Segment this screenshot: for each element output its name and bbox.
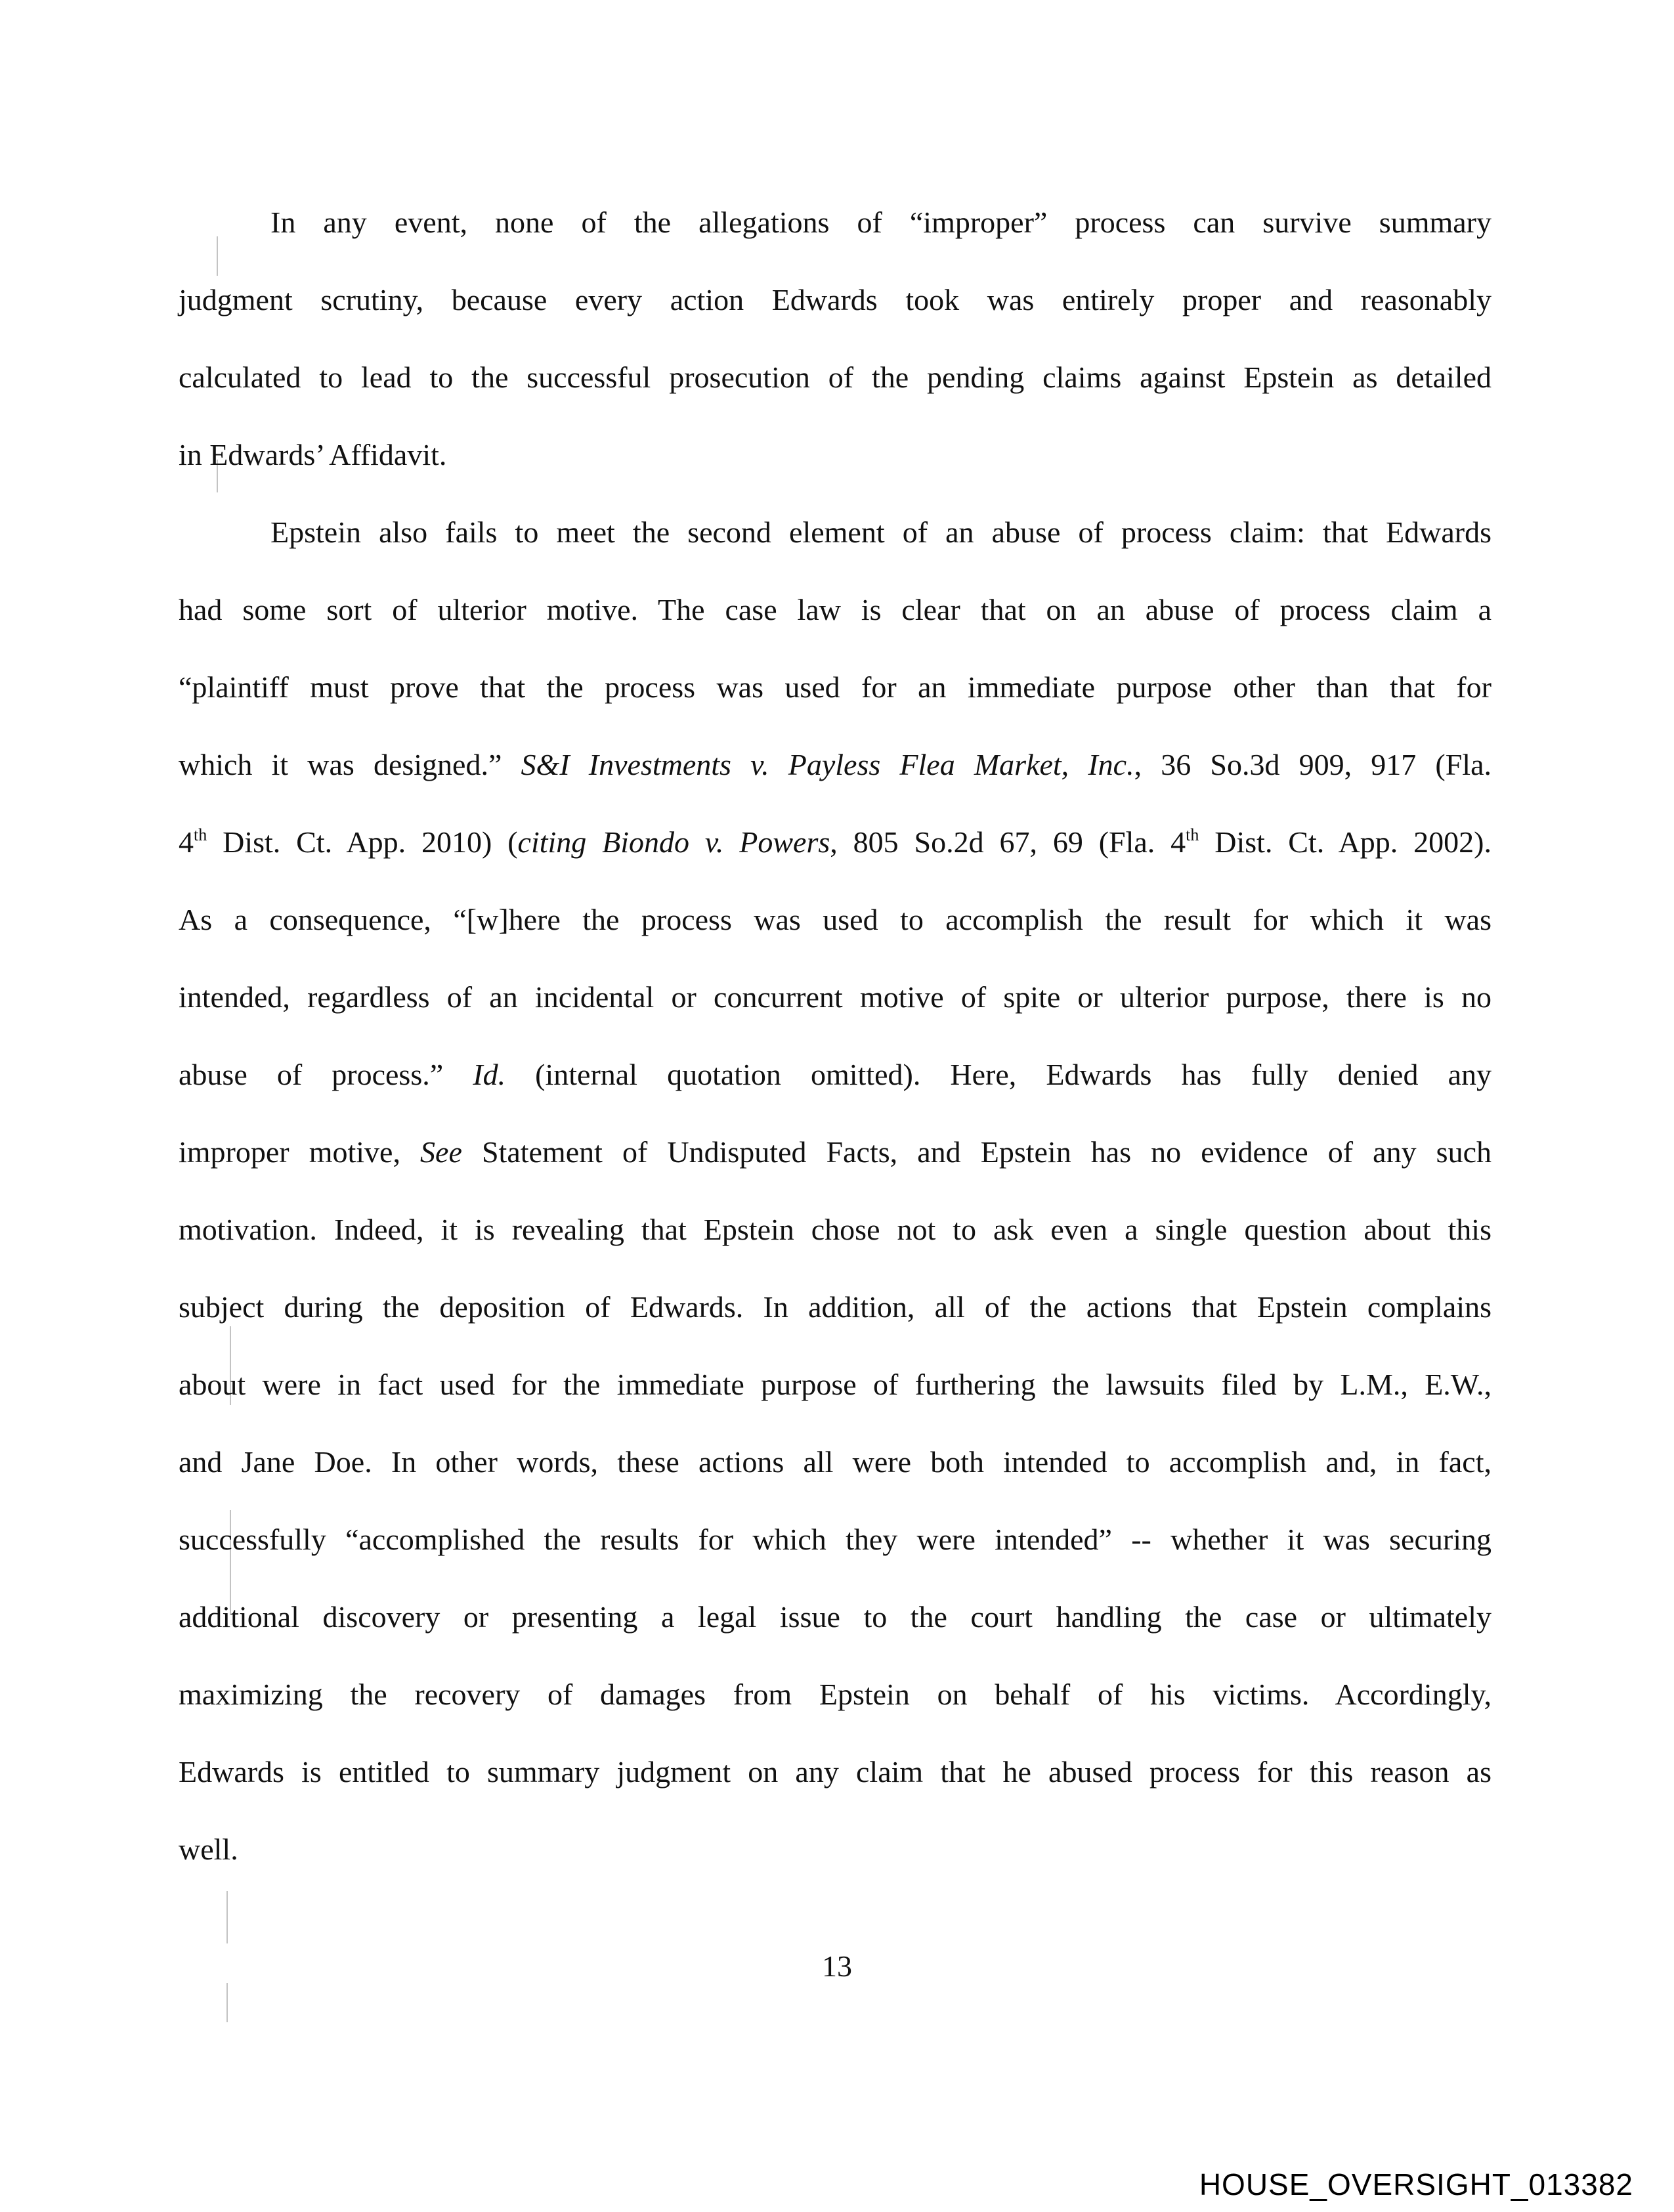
page-number: 13 xyxy=(822,1949,852,1983)
see-signal: See xyxy=(420,1135,462,1169)
scan-artifact xyxy=(226,1891,228,1943)
case-citation-biondo: citing Biondo v. Powers xyxy=(517,825,830,859)
text-line: In any event, none of the allegations of “improper” process can survive summary xyxy=(270,206,1492,239)
text-line: abuse of process.” Id. (internal quotation omitted). Here, Edwards has fully denied any xyxy=(179,1058,1492,1091)
paragraph-improper-process xyxy=(179,184,1492,494)
scan-artifact xyxy=(226,1983,228,2022)
text-line: successfully “accomplished the results for which they were intended” -- whether it was securing xyxy=(179,1523,1492,1556)
document-body xyxy=(179,184,1492,1888)
text-line: about were in fact used for the immediate purpose of furthering the lawsuits filed by L.M., E.W., xyxy=(179,1368,1492,1401)
text-line: additional discovery or presenting a legal issue to the court handling the case or ultimately xyxy=(179,1600,1492,1634)
id-signal: Id. xyxy=(473,1058,506,1091)
text-line: well. xyxy=(179,1832,238,1866)
text-line-citation: 4th Dist. Ct. App. 2010) (citing Biondo v. Powers, 805 So.2d 67, 69 (Fla. 4th Dist. Ct. App. 2002). xyxy=(179,825,1492,859)
text-line: judgment scrutiny, because every action Edwards took was entirely proper and reasonably xyxy=(179,283,1492,316)
text-line: had some sort of ulterior motive. The case law is clear that on an abuse of process claim a xyxy=(179,593,1492,626)
text-line: in Edwards’ Affidavit. xyxy=(179,438,447,471)
text-line: intended, regardless of an incidental or concurrent motive of spite or ulterior purpose, there is no xyxy=(179,980,1492,1014)
text-line: Edwards is entitled to summary judgment on any claim that he abused process for this reason as xyxy=(179,1755,1492,1789)
text-line: “plaintiff must prove that the process was used for an immediate purpose other than that for xyxy=(179,670,1492,704)
text-line: subject during the deposition of Edwards. In addition, all of the actions that Epstein complains xyxy=(179,1290,1492,1324)
text-line: calculated to lead to the successful prosecution of the pending claims against Epstein as detailed xyxy=(179,360,1492,394)
bates-stamp: HOUSE_OVERSIGHT_013382 xyxy=(1199,2167,1633,2201)
text-line: and Jane Doe. In other words, these actions all were both intended to accomplish and, in fact, xyxy=(179,1445,1492,1479)
text-line: maximizing the recovery of damages from Epstein on behalf of his victims. Accordingly, xyxy=(179,1678,1492,1711)
text-line: Epstein also fails to meet the second element of an abuse of process claim: that Edwards xyxy=(270,515,1492,549)
text-line-citation: which it was designed.” S&I Investments v. Payless Flea Market, Inc., 36 So.3d 909, 917 (Fla. xyxy=(179,748,1492,781)
case-citation-si-investments: S&I Investments v. Payless Flea Market, Inc. xyxy=(521,748,1134,781)
paragraph-ulterior-motive xyxy=(179,494,1492,1888)
text-line: As a consequence, “[w]here the process was used to accomplish the result for which it was xyxy=(179,903,1492,936)
text-line: improper motive, See Statement of Undisputed Facts, and Epstein has no evidence of any such xyxy=(179,1135,1492,1169)
text-line: motivation. Indeed, it is revealing that Epstein chose not to ask even a single question about this xyxy=(179,1213,1492,1246)
